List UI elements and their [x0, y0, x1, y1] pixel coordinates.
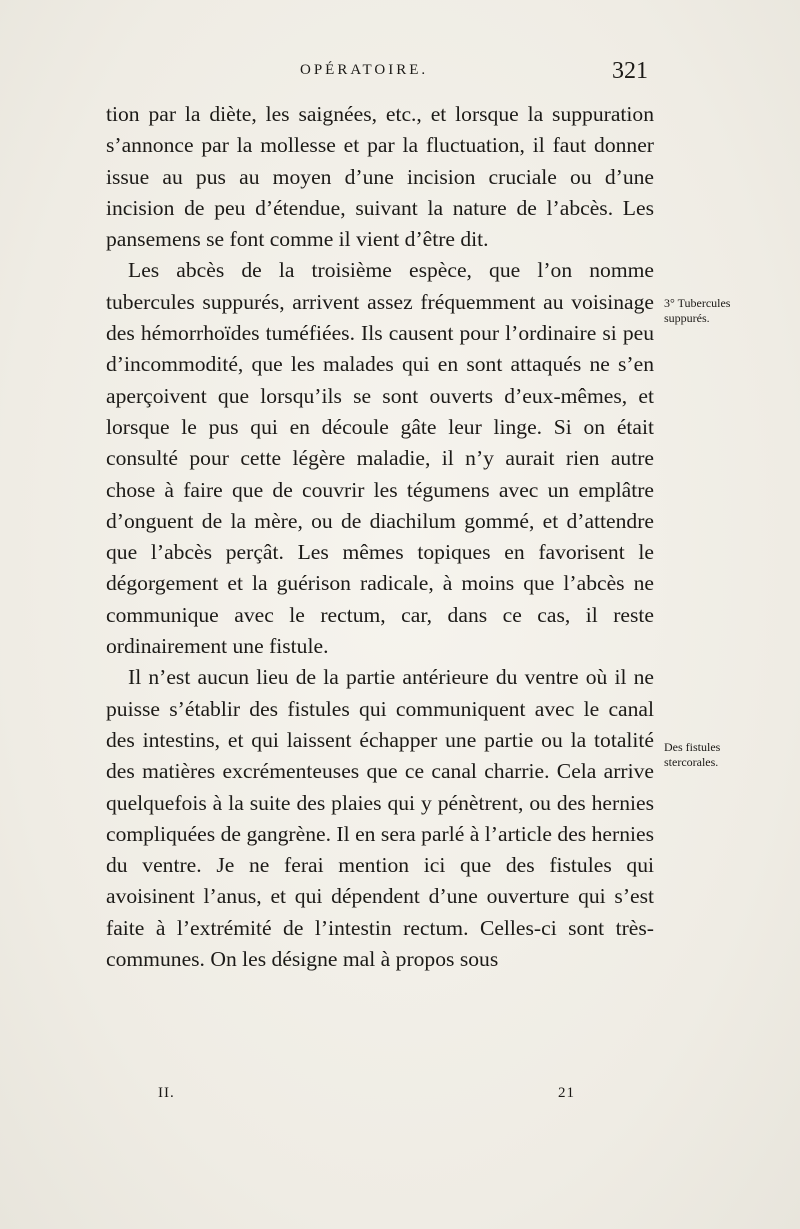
paragraph-2: Les abcès de la troisième espèce, que l’on nomme tubercules suppurés, arrivent assez fréquemment au voisinage des hémorrhoïdes tuméfiées. Ils causent pour l’ordinaire si peu d’incommodité, que les malades qui en sont attaqués ne s’en aperçoivent que lorsqu’ils se sont ouverts d’eux-mêmes, et lorsque le pus qui en découle gâte leur linge. Si on était consulté pour cette légère maladie, il n’y aurait rien autre chose à faire que de couvrir les tégumens avec un emplâtre d’onguent de la mère, ou de diachilum gommé, et d’attendre que l’abcès perçât. Les mêmes topiques en favorisent le dégorgement et la guérison radicale, à moins que l’abcès ne communique avec le rectum, car, dans ce cas, il reste ordinairement une fistule. — [106, 258, 654, 659]
page-number: 321 — [612, 58, 648, 84]
signature-mark: 21 — [558, 1085, 575, 1101]
paragraph-3: Il n’est aucun lieu de la partie antérieure du ventre où il ne puisse s’établir des fistules qui communiquent avec le canal des intestins, et qui laissent échapper une partie ou la totalité des matières excrémenteuses que ce canal charrie. Cela arrive quelquefois à la suite des plaies qui y pénètrent, ou des hernies compliquées de gangrène. Il en sera parlé à l’article des hernies du ventre. Je ne ferai mention ici que des fistules qui avoisinent l’anus, et qui dépendent d’une ouverture qui s’est faite à l’extrémité de l’intestin rectum. Celles-ci sont très-communes. On les désigne mal à propos sous — [106, 665, 654, 972]
margin-note-fistules: Des fistules stercorales. — [664, 740, 721, 769]
margin-note-tubercules: 3° Tubercules suppurés. — [664, 296, 731, 325]
running-title: OPÉRATOIRE. — [300, 62, 429, 78]
body-text — [106, 99, 654, 975]
paragraph-1: tion par la diète, les saignées, etc., et lorsque la suppuration s’annonce par la mollesse et par la fluctuation, il faut donner issue au pus au moyen d’une incision cruciale ou d’une incision de peu d’étendue, suivant la nature de l’abcès. Les pansemens se font comme il vient d’être dit. — [106, 102, 654, 252]
volume-marker: II. — [158, 1085, 175, 1101]
